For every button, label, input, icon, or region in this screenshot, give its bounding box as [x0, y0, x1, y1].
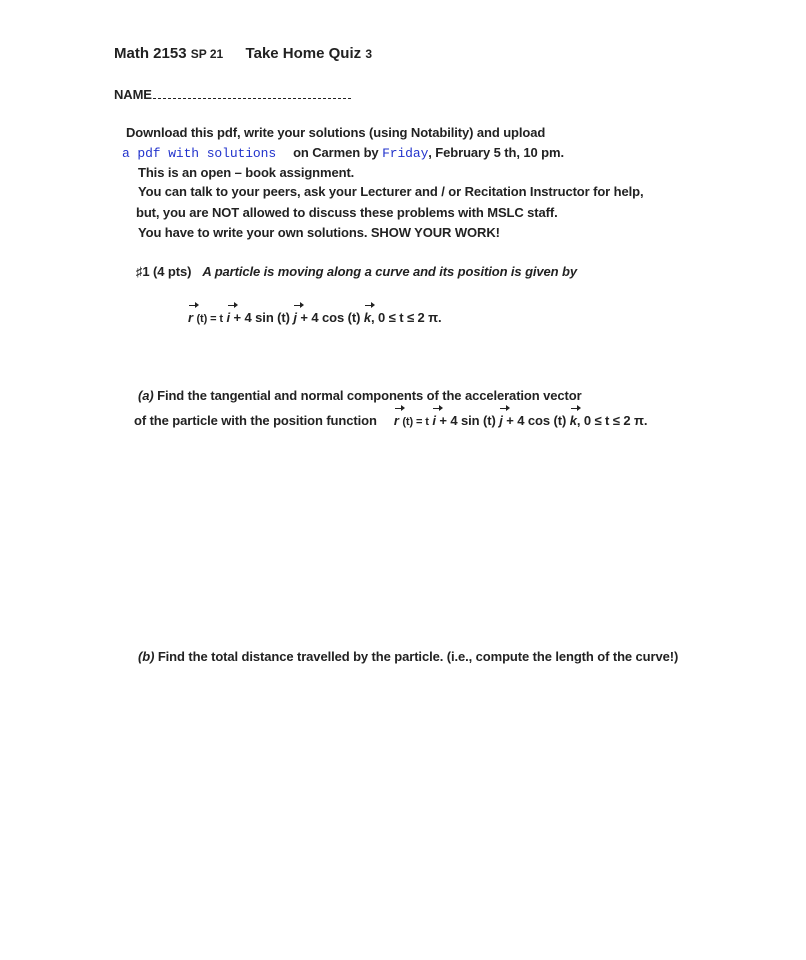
- vector-k: k: [363, 310, 372, 325]
- term: SP 21: [190, 47, 224, 61]
- vector-k: k: [569, 413, 577, 428]
- eq-t-arg: (t) = t: [402, 416, 429, 428]
- position-equation: [188, 310, 442, 325]
- part-a-line-2: [134, 413, 647, 428]
- due-date: , February 5 th, 10 pm.: [428, 145, 564, 160]
- vector-r: r: [188, 310, 193, 325]
- vector-j: j: [293, 310, 297, 325]
- instruction-line-2: [122, 145, 564, 161]
- vector-j: j: [499, 413, 503, 428]
- document-header: [114, 45, 372, 62]
- quiz-number: 3: [365, 47, 372, 61]
- eq-sin-term: + 4 sin (t): [233, 310, 290, 325]
- eq-sin-term: + 4 sin (t): [439, 413, 496, 428]
- part-a-label: (a): [138, 388, 154, 403]
- part-a-text-2: of the particle with the position function: [134, 413, 377, 428]
- name-label: NAME: [114, 87, 152, 102]
- part-b-label: (b): [138, 649, 155, 664]
- vector-i: i: [432, 413, 436, 428]
- eq-range: , 0 ≤ t ≤ 2 π.: [576, 413, 648, 428]
- due-day: Friday: [382, 146, 429, 161]
- eq-cos-term: + 4 cos (t): [300, 310, 361, 325]
- on-carmen-text: on Carmen by: [293, 145, 379, 160]
- course-number: Math 2153: [114, 45, 187, 62]
- instruction-line-3: This is an open – book assignment.: [138, 165, 355, 180]
- part-b-text: Find the total distance travelled by the particle. (i.e., compute the length of the curve!): [157, 649, 679, 664]
- instruction-line-4: You can talk to your peers, ask your Lecturer and / or Recitation Instructor for help,: [138, 184, 644, 199]
- instruction-line-1: Download this pdf, write your solutions (using Notability) and upload: [126, 125, 546, 140]
- part-b-line: [138, 649, 678, 664]
- instruction-line-6: You have to write your own solutions. SHOW YOUR WORK!: [138, 225, 500, 240]
- instruction-line-5: but, you are NOT allowed to discuss these problems with MSLC staff.: [136, 205, 558, 220]
- pdf-with-solutions: a pdf with solutions: [122, 146, 277, 161]
- part-a-line-1: [138, 388, 582, 403]
- name-blank-line: [153, 88, 351, 99]
- eq-range: , 0 ≤ t ≤ 2 π.: [371, 310, 442, 325]
- vector-r: r: [393, 413, 399, 428]
- vector-i: i: [226, 310, 231, 325]
- eq-t-arg: (t) = t: [196, 313, 223, 325]
- part-a-text: Find the tangential and normal components of the acceleration vector: [157, 388, 582, 403]
- problem-statement: [136, 264, 577, 279]
- eq-cos-term: + 4 cos (t): [506, 413, 567, 428]
- problem-label: ♯1 (4 pts): [136, 264, 192, 279]
- name-field: [114, 87, 351, 102]
- problem-text: A particle is moving along a curve and its position is given by: [202, 264, 578, 279]
- quiz-title: Take Home Quiz: [245, 45, 362, 62]
